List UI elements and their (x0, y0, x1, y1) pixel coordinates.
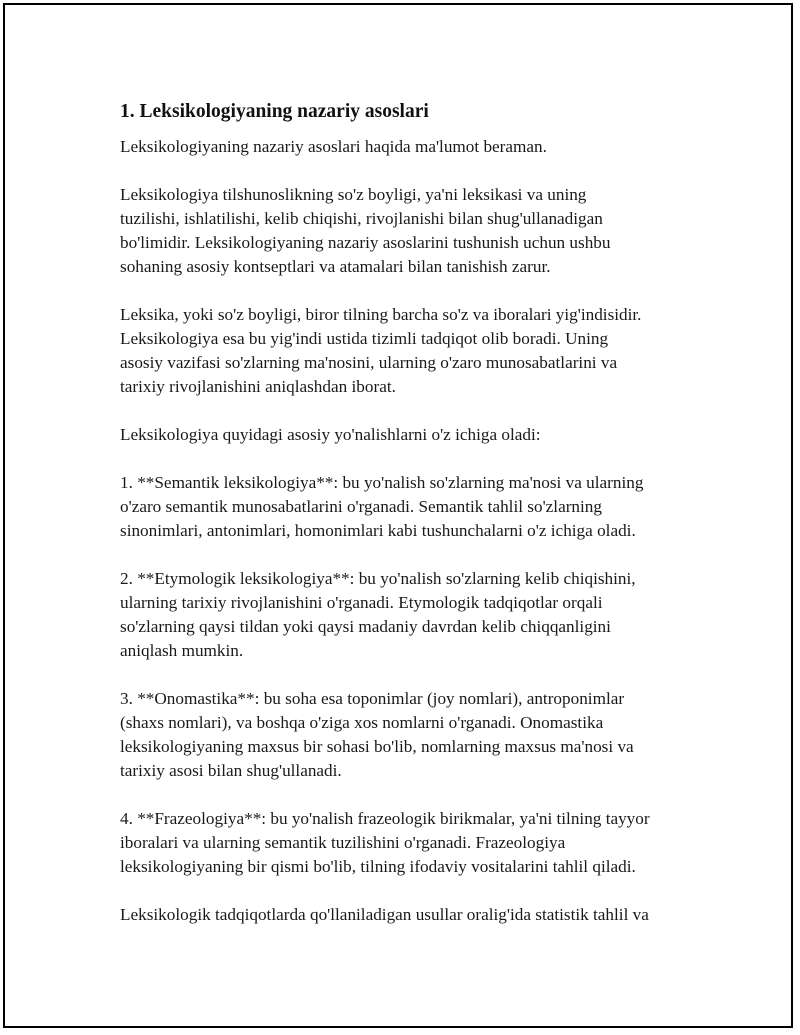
paragraph-intro: Leksikologiyaning nazariy asoslari haqida ma'lumot beraman. (120, 137, 547, 156)
document-title: 1. Leksikologiyaning nazariy asoslari (120, 101, 429, 122)
list-item-semantic: 1. **Semantik leksikologiya**: bu yo'nalish so'zlarning ma'nosi va ularning o'zaro semantik munosabatlarini o'rganadi. Semantik tahlil so'zlarning sinonimlari, antonimlari, homonimlari kabi tushunchalarni o'z ichiga oladi. (120, 473, 644, 540)
list-item-onomastics: 3. **Onomastika**: bu soha esa toponimlar (joy nomlari), antroponimlar (shaxs nomlari), va boshqa o'ziga xos nomlarni o'rganadi. Onomastika leksikologiyaning maxsus bir sohasi bo'lib, nomlarning maxsus ma'nosi va tarixiy asosi bilan shug'ullanadi. (120, 689, 634, 780)
document-page (3, 3, 793, 1028)
paragraph-methods: Leksikologik tadqiqotlarda qo'llaniladigan usullar oralig'ida statistik tahlil va (120, 905, 649, 924)
list-item-phraseology: 4. **Frazeologiya**: bu yo'nalish frazeologik birikmalar, ya'ni tilning tayyor iboralari va ularning semantik tuzilishini o'rganadi. Frazeologiya leksikologiyaning bir qismi bo'lib, tilning ifodaviy vositalarini tahlil qiladi. (120, 809, 650, 876)
paragraph-leksika: Leksika, yoki so'z boyligi, biror tilning barcha so'z va iboralari yig'indisidir. Leksikologiya esa bu yig'indi ustida tizimli tadqiqot olib boradi. Uning asosiy vazifasi so'zlarning ma'nosini, ularning o'zaro munosabatlarini va tarixiy rivojlanishini aniqlashdan iborat. (120, 305, 642, 396)
document-body (120, 99, 700, 951)
paragraph-definition: Leksikologiya tilshunoslikning so'z boyligi, ya'ni leksikasi va uning tuzilishi, ishlatilishi, kelib chiqishi, rivojlanishi bilan shug'ullanadigan bo'limidir. Leksikologiyaning nazariy asoslarini tushunish uchun ushbu sohaning asosiy kontseptlari va atamalari bilan tanishish zarur. (120, 185, 611, 276)
list-item-etymology: 2. **Etymologik leksikologiya**: bu yo'nalish so'zlarning kelib chiqishini, ularning tarixiy rivojlanishini o'rganadi. Etymologik tadqiqotlar orqali so'zlarning qaysi tildan yoki qaysi madaniy davrdan kelib chiqqanligini aniqlash mumkin. (120, 569, 636, 660)
paragraph-directions-intro: Leksikologiya quyidagi asosiy yo'nalishlarni o'z ichiga oladi: (120, 425, 541, 444)
